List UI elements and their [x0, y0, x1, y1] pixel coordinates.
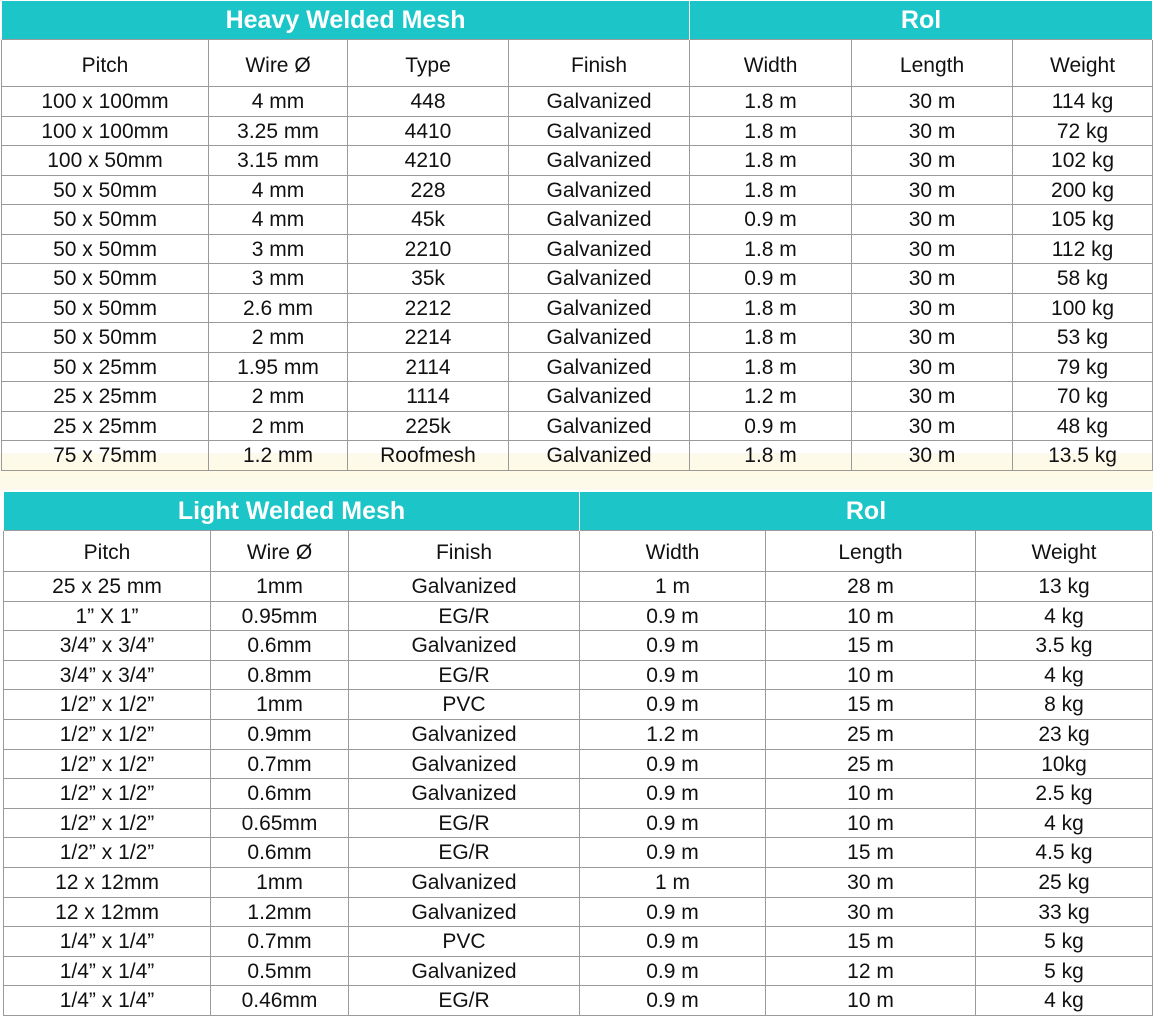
table-cell: Galvanized	[509, 293, 690, 323]
table-cell: 1.2 mm	[209, 441, 348, 471]
table-cell: 30 m	[852, 87, 1013, 117]
table-cell: Roofmesh	[348, 441, 509, 471]
table-cell: 1.2mm	[211, 897, 349, 927]
table-cell: 53 kg	[1013, 323, 1153, 353]
table-cell: 0.46mm	[211, 986, 349, 1016]
table-cell: 30 m	[852, 411, 1013, 441]
table-cell: 1mm	[211, 867, 349, 897]
table-cell: 3/4” x 3/4”	[4, 631, 211, 661]
table-cell: Galvanized	[349, 897, 580, 927]
table-cell: 25 m	[766, 749, 976, 779]
table-cell: 1.8 m	[690, 146, 852, 176]
column-header-type: Type	[348, 40, 509, 87]
table-row	[2, 293, 1153, 323]
table-cell: Galvanized	[349, 572, 580, 602]
table-cell: 0.9mm	[211, 719, 349, 749]
table-cell: 23 kg	[976, 719, 1153, 749]
table-cell: 0.8mm	[211, 660, 349, 690]
table-cell: 30 m	[852, 116, 1013, 146]
table-cell: 0.9 m	[580, 601, 766, 631]
table-cell: 50 x 50mm	[2, 264, 209, 294]
table-cell: 30 m	[852, 293, 1013, 323]
table-cell: 0.6mm	[211, 779, 349, 809]
table-cell: 1.2 m	[580, 719, 766, 749]
column-header-width: Width	[690, 40, 852, 87]
table-cell: 45k	[348, 205, 509, 235]
heavy-title-row	[2, 1, 1153, 40]
table-row	[4, 719, 1153, 749]
column-header-wire-diameter: Wire Ø	[211, 531, 349, 572]
table-cell: 12 x 12mm	[4, 867, 211, 897]
table-cell: 0.9 m	[580, 660, 766, 690]
table-cell: EG/R	[349, 986, 580, 1016]
table-cell: 1/4” x 1/4”	[4, 956, 211, 986]
table-cell: 50 x 50mm	[2, 293, 209, 323]
light-welded-mesh-table	[3, 491, 1153, 1016]
table-cell: 0.9 m	[580, 838, 766, 868]
heavy-table-title: Heavy Welded Mesh	[2, 1, 690, 40]
table-cell: Galvanized	[509, 411, 690, 441]
table-cell: Galvanized	[509, 382, 690, 412]
heavy-welded-mesh-table	[1, 0, 1153, 471]
table-cell: 0.9 m	[580, 690, 766, 720]
table-cell: Galvanized	[509, 264, 690, 294]
table-cell: 12 m	[766, 956, 976, 986]
table-cell: 50 x 50mm	[2, 234, 209, 264]
table-cell: 30 m	[852, 323, 1013, 353]
table-row	[4, 808, 1153, 838]
table-cell: 1mm	[211, 690, 349, 720]
table-cell: 0.65mm	[211, 808, 349, 838]
table-cell: 112 kg	[1013, 234, 1153, 264]
table-cell: 30 m	[852, 352, 1013, 382]
column-header-weight: Weight	[976, 531, 1153, 572]
heavy-column-header-row	[2, 40, 1153, 87]
table-cell: 13 kg	[976, 572, 1153, 602]
table-cell: 1.95 mm	[209, 352, 348, 382]
table-cell: 79 kg	[1013, 352, 1153, 382]
column-header-width: Width	[580, 531, 766, 572]
table-cell: 105 kg	[1013, 205, 1153, 235]
column-header-weight: Weight	[1013, 40, 1153, 87]
table-cell: Galvanized	[349, 631, 580, 661]
table-cell: 3.15 mm	[209, 146, 348, 176]
table-cell: 25 x 25 mm	[4, 572, 211, 602]
table-row	[4, 749, 1153, 779]
table-cell: Galvanized	[349, 719, 580, 749]
table-cell: 0.9 m	[690, 264, 852, 294]
table-cell: 228	[348, 175, 509, 205]
column-header-pitch: Pitch	[4, 531, 211, 572]
table-row	[4, 956, 1153, 986]
table-cell: 10kg	[976, 749, 1153, 779]
table-row	[2, 441, 1153, 471]
table-cell: 2.6 mm	[209, 293, 348, 323]
table-cell: 13.5 kg	[1013, 441, 1153, 471]
table-cell: Galvanized	[349, 779, 580, 809]
table-cell: PVC	[349, 927, 580, 957]
table-cell: 1.8 m	[690, 87, 852, 117]
table-row	[4, 779, 1153, 809]
column-header-wire-diameter: Wire Ø	[209, 40, 348, 87]
table-row	[4, 631, 1153, 661]
table-cell: 1.8 m	[690, 293, 852, 323]
table-cell: 3 mm	[209, 264, 348, 294]
table-cell: 102 kg	[1013, 146, 1153, 176]
table-cell: 1” X 1”	[4, 601, 211, 631]
table-cell: 100 x 100mm	[2, 116, 209, 146]
table-cell: Galvanized	[349, 956, 580, 986]
table-cell: 25 x 25mm	[2, 382, 209, 412]
table-cell: 0.9 m	[580, 986, 766, 1016]
table-cell: 15 m	[766, 927, 976, 957]
light-title-row	[4, 492, 1153, 531]
table-cell: 4 mm	[209, 175, 348, 205]
table-cell: 1.8 m	[690, 441, 852, 471]
table-cell: 50 x 50mm	[2, 323, 209, 353]
table-cell: 25 x 25mm	[2, 411, 209, 441]
table-row	[4, 838, 1153, 868]
table-row	[2, 382, 1153, 412]
table-cell: 100 x 50mm	[2, 146, 209, 176]
table-cell: 4 kg	[976, 808, 1153, 838]
table-cell: Galvanized	[509, 234, 690, 264]
table-cell: 2210	[348, 234, 509, 264]
table-cell: 0.9 m	[580, 927, 766, 957]
heavy-table-body	[2, 87, 1153, 471]
table-cell: 35k	[348, 264, 509, 294]
table-cell: Galvanized	[509, 352, 690, 382]
table-cell: 1/2” x 1/2”	[4, 838, 211, 868]
table-cell: 0.9 m	[580, 749, 766, 779]
table-cell: 5 kg	[976, 956, 1153, 986]
table-cell: 10 m	[766, 779, 976, 809]
table-cell: 4410	[348, 116, 509, 146]
table-cell: 30 m	[852, 382, 1013, 412]
table-cell: 1mm	[211, 572, 349, 602]
table-cell: 4 kg	[976, 660, 1153, 690]
table-cell: 1.8 m	[690, 234, 852, 264]
table-row	[2, 175, 1153, 205]
table-row	[4, 867, 1153, 897]
table-row	[4, 690, 1153, 720]
column-header-finish: Finish	[349, 531, 580, 572]
light-table-body	[4, 572, 1153, 1016]
table-cell: 0.9 m	[580, 956, 766, 986]
table-cell: EG/R	[349, 808, 580, 838]
table-cell: 1/2” x 1/2”	[4, 808, 211, 838]
table-cell: 200 kg	[1013, 175, 1153, 205]
table-cell: 225k	[348, 411, 509, 441]
table-cell: Galvanized	[349, 867, 580, 897]
table-row	[4, 927, 1153, 957]
table-cell: 1114	[348, 382, 509, 412]
table-row	[4, 986, 1153, 1016]
table-cell: 15 m	[766, 690, 976, 720]
table-cell: 2114	[348, 352, 509, 382]
table-cell: 100 kg	[1013, 293, 1153, 323]
table-cell: 1.8 m	[690, 116, 852, 146]
table-cell: EG/R	[349, 601, 580, 631]
table-cell: 25 kg	[976, 867, 1153, 897]
table-cell: 50 x 50mm	[2, 175, 209, 205]
table-cell: 30 m	[766, 867, 976, 897]
table-cell: 10 m	[766, 660, 976, 690]
table-cell: Galvanized	[509, 441, 690, 471]
table-cell: 0.9 m	[580, 779, 766, 809]
table-cell: 4 kg	[976, 986, 1153, 1016]
table-cell: 448	[348, 87, 509, 117]
table-cell: 0.6mm	[211, 838, 349, 868]
light-column-header-row	[4, 531, 1153, 572]
table-row	[4, 572, 1153, 602]
table-row	[4, 897, 1153, 927]
table-cell: 0.7mm	[211, 927, 349, 957]
table-cell: 50 x 50mm	[2, 205, 209, 235]
table-cell: 28 m	[766, 572, 976, 602]
light-table-title: Light Welded Mesh	[4, 492, 580, 531]
table-cell: 4 mm	[209, 87, 348, 117]
table-cell: 1.8 m	[690, 352, 852, 382]
table-cell: 0.9 m	[580, 808, 766, 838]
table-cell: 3/4” x 3/4”	[4, 660, 211, 690]
table-cell: Galvanized	[509, 205, 690, 235]
table-cell: Galvanized	[509, 87, 690, 117]
table-row	[4, 601, 1153, 631]
table-cell: 0.6mm	[211, 631, 349, 661]
table-cell: Galvanized	[509, 175, 690, 205]
table-cell: 4 mm	[209, 205, 348, 235]
table-cell: 0.95mm	[211, 601, 349, 631]
table-row	[4, 660, 1153, 690]
table-cell: Galvanized	[349, 749, 580, 779]
table-row	[2, 264, 1153, 294]
column-header-length: Length	[852, 40, 1013, 87]
table-cell: 0.9 m	[580, 631, 766, 661]
table-cell: 1 m	[580, 572, 766, 602]
table-cell: 50 x 25mm	[2, 352, 209, 382]
table-cell: 0.9 m	[690, 411, 852, 441]
table-cell: 100 x 100mm	[2, 87, 209, 117]
table-cell: 4.5 kg	[976, 838, 1153, 868]
table-cell: 1/2” x 1/2”	[4, 719, 211, 749]
table-cell: 2.5 kg	[976, 779, 1153, 809]
table-cell: 48 kg	[1013, 411, 1153, 441]
table-cell: 2 mm	[209, 323, 348, 353]
column-header-length: Length	[766, 531, 976, 572]
table-cell: 30 m	[852, 441, 1013, 471]
table-cell: 30 m	[852, 175, 1013, 205]
table-cell: 12 x 12mm	[4, 897, 211, 927]
table-cell: 75 x 75mm	[2, 441, 209, 471]
table-cell: 1/2” x 1/2”	[4, 690, 211, 720]
table-row	[2, 87, 1153, 117]
table-row	[2, 146, 1153, 176]
table-cell: 2214	[348, 323, 509, 353]
table-cell: 2 mm	[209, 382, 348, 412]
table-row	[2, 411, 1153, 441]
table-cell: 1/2” x 1/2”	[4, 779, 211, 809]
table-cell: 1.8 m	[690, 175, 852, 205]
table-cell: 10 m	[766, 601, 976, 631]
table-cell: 0.5mm	[211, 956, 349, 986]
table-cell: Galvanized	[509, 323, 690, 353]
table-row	[2, 205, 1153, 235]
table-cell: 10 m	[766, 808, 976, 838]
table-cell: 3.5 kg	[976, 631, 1153, 661]
table-cell: 3 mm	[209, 234, 348, 264]
table-cell: 25 m	[766, 719, 976, 749]
column-header-finish: Finish	[509, 40, 690, 87]
table-row	[2, 352, 1153, 382]
table-cell: EG/R	[349, 660, 580, 690]
table-row	[2, 234, 1153, 264]
table-cell: PVC	[349, 690, 580, 720]
table-cell: 4 kg	[976, 601, 1153, 631]
table-cell: 30 m	[852, 205, 1013, 235]
table-cell: 8 kg	[976, 690, 1153, 720]
table-cell: 72 kg	[1013, 116, 1153, 146]
table-cell: 30 m	[852, 234, 1013, 264]
table-cell: 70 kg	[1013, 382, 1153, 412]
table-cell: 15 m	[766, 838, 976, 868]
table-cell: 30 m	[766, 897, 976, 927]
table-row	[2, 323, 1153, 353]
table-cell: 15 m	[766, 631, 976, 661]
table-cell: EG/R	[349, 838, 580, 868]
table-cell: 10 m	[766, 986, 976, 1016]
table-row	[2, 116, 1153, 146]
table-cell: 114 kg	[1013, 87, 1153, 117]
table-cell: 58 kg	[1013, 264, 1153, 294]
table-cell: 2 mm	[209, 411, 348, 441]
table-cell: 2212	[348, 293, 509, 323]
table-cell: 1/4” x 1/4”	[4, 986, 211, 1016]
table-cell: 33 kg	[976, 897, 1153, 927]
heavy-rol-title: Rol	[690, 1, 1153, 40]
table-cell: 1/4” x 1/4”	[4, 927, 211, 957]
table-cell: 0.9 m	[690, 205, 852, 235]
table-cell: 1.8 m	[690, 323, 852, 353]
table-cell: 0.7mm	[211, 749, 349, 779]
table-cell: 4210	[348, 146, 509, 176]
table-cell: 1/2” x 1/2”	[4, 749, 211, 779]
table-cell: 30 m	[852, 264, 1013, 294]
table-cell: 3.25 mm	[209, 116, 348, 146]
table-cell: Galvanized	[509, 146, 690, 176]
table-cell: 5 kg	[976, 927, 1153, 957]
table-cell: 1 m	[580, 867, 766, 897]
light-rol-title: Rol	[580, 492, 1153, 531]
table-cell: 30 m	[852, 146, 1013, 176]
table-cell: 1.2 m	[690, 382, 852, 412]
table-cell: Galvanized	[509, 116, 690, 146]
table-cell: 0.9 m	[580, 897, 766, 927]
column-header-pitch: Pitch	[2, 40, 209, 87]
